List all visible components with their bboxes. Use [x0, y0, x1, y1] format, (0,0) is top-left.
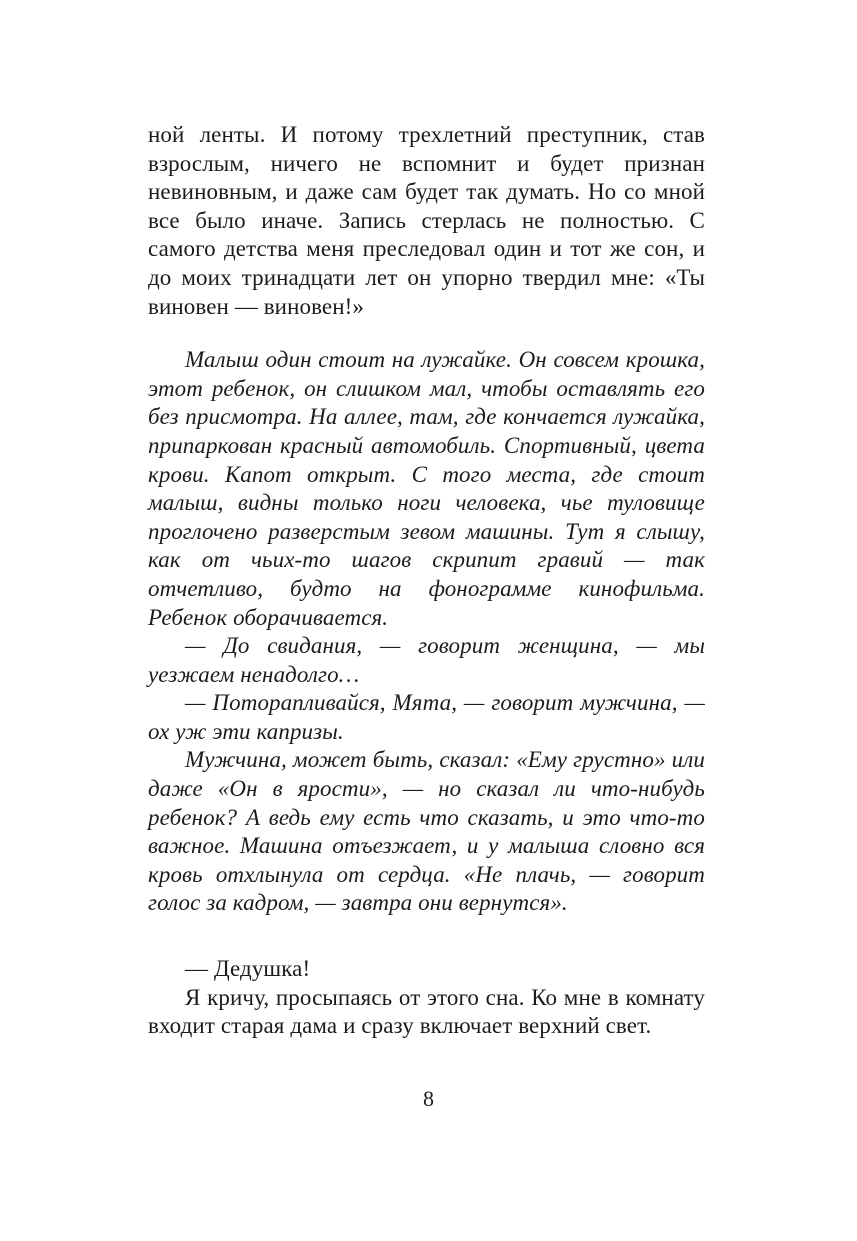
paragraph: ной ленты. И потому трехлетний преступник, став взрослым, ничего не вспомнит и будет признан невиновным, и даже сам будет так думать. Но со мной все было иначе. Запись стерлась не полностью. С самого детства меня преследовал один и тот же сон, и до моих тринадцати лет он упорно твердил мне: «Ты виновен — виновен!» — [148, 122, 705, 319]
paragraph: — Поторапливайся, Мята, — говорит мужчина, — ох уж эти капризы. — [148, 690, 705, 744]
paragraph: — Дедушка! — [185, 956, 311, 982]
text-column — [148, 121, 705, 1041]
paragraph: Я кричу, просыпаясь от этого сна. Ко мне в комнату входит старая дама и сразу включает верхний свет. — [148, 984, 705, 1039]
paragraph: Малыш один стоит на лужайке. Он совсем крошка, этот ребенок, он слишком мал, чтобы оставлять его без присмотра. На аллее, там, где кончается лужайка, припаркован красный автомобиль. Спортивный, цвета крови. Капот открыт. С того места, где стоит малыш, видны только ноги человека, чье туловище проглочено разверстым зевом машины. Тут я слышу, как от чьих-то шагов скрипит гравий — так отчетливо, будто на фонограмме кинофильма. Ребенок оборачивается. — [148, 347, 705, 630]
paragraph: — До свидания, — говорит женщина, — мы уезжаем ненадолго… — [148, 633, 705, 687]
paragraph: Мужчина, может быть, сказал: «Ему грустно» или даже «Он в ярости», — но сказал ли что-нибудь ребенок? А ведь ему есть что сказать, и это что-то важное. Машина отъезжает, и у малыша словно вся кровь отхлынула от сердца. «Не плачь, — говорит голос за кадром, — завтра они вернутся». — [148, 747, 705, 916]
page-number: 8 — [423, 1086, 434, 1111]
